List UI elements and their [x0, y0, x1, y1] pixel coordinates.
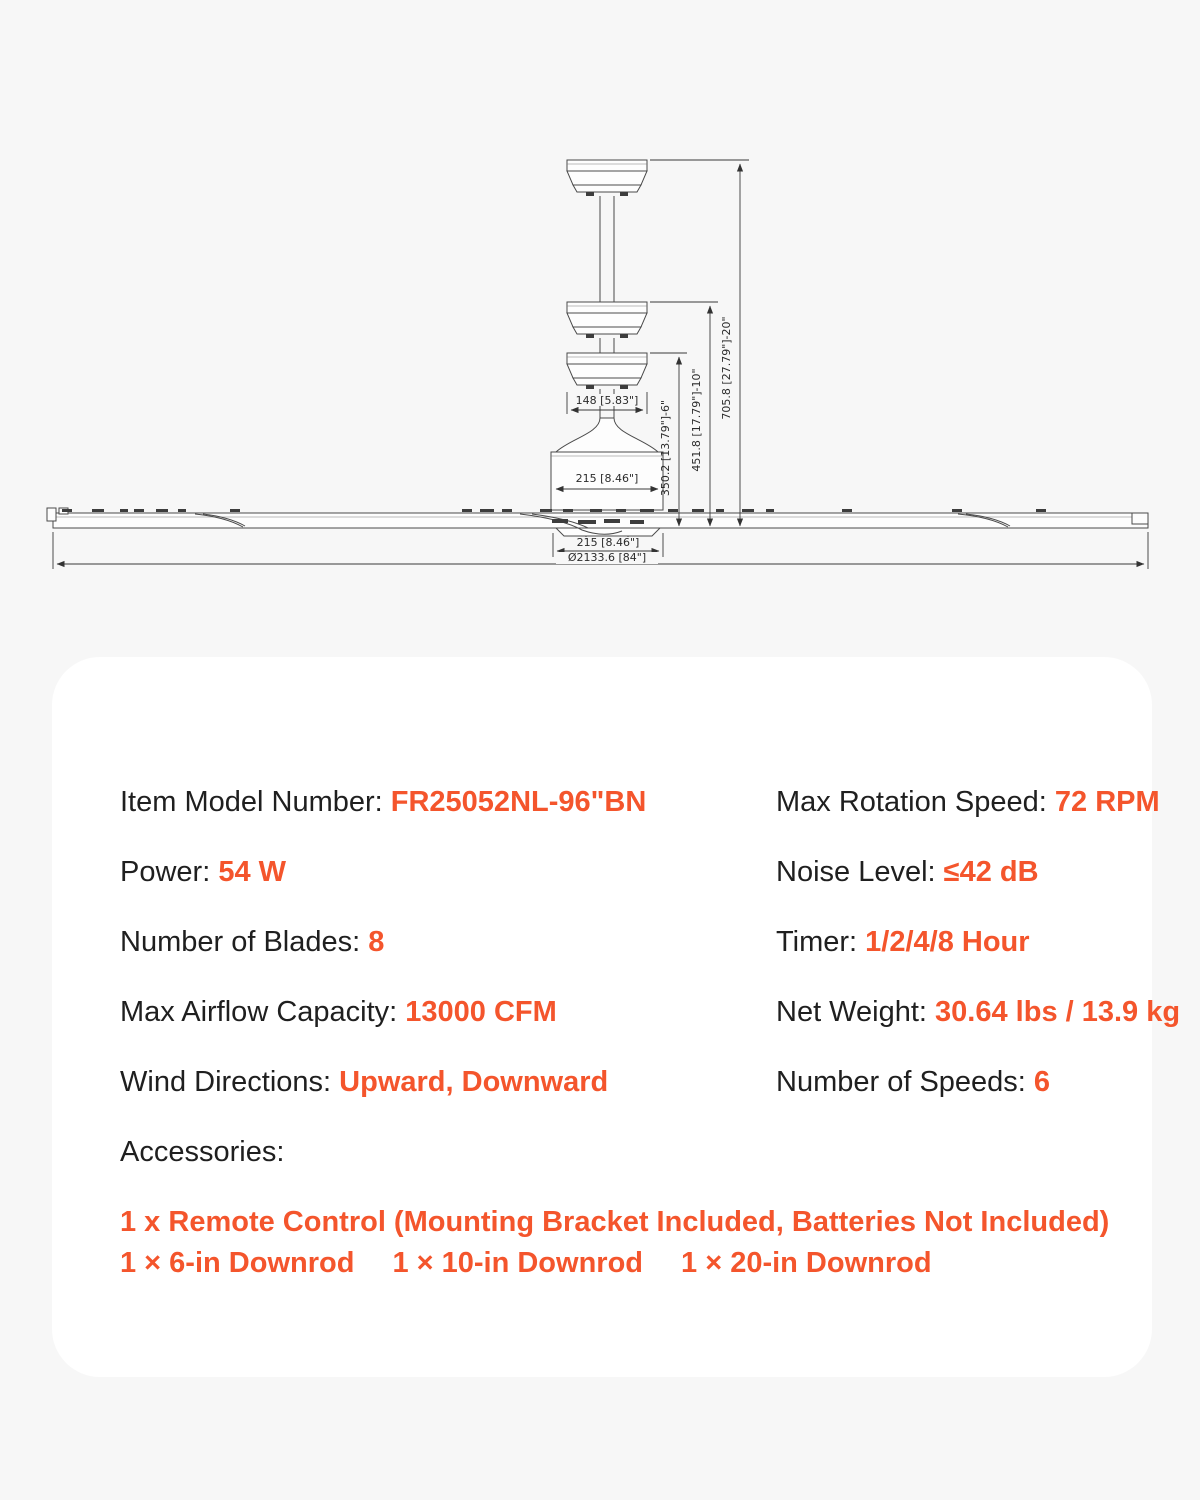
canopy-bottom: [567, 353, 647, 389]
spec-row-3: [120, 878, 1152, 958]
canopy-top: [567, 160, 647, 196]
spec-label: Timer:: [776, 926, 866, 958]
spec-value: Upward, Downward: [339, 1066, 609, 1098]
canopy-middle: [567, 302, 647, 338]
svg-text:451.8 [17.79"]-10": 451.8 [17.79"]-10": [690, 368, 703, 472]
spec-label: Noise Level:: [776, 856, 944, 888]
spec-value: 72 RPM: [1054, 786, 1160, 818]
svg-text:705.8 [27.79"]-20": 705.8 [27.79"]-20": [720, 316, 733, 420]
svg-text:215 [8.46"]: 215 [8.46"]: [575, 472, 639, 485]
spec-label: Max Rotation Speed:: [776, 786, 1055, 818]
accessory-downrod-6in: 1 × 6-in Downrod: [120, 1247, 355, 1279]
svg-text:215 [8.46"]: 215 [8.46"]: [576, 536, 640, 549]
spec-value: ≤42 dB: [943, 856, 1039, 888]
bell-mount: [556, 418, 658, 452]
svg-text:Ø2133.6 [84"]: Ø2133.6 [84"]: [567, 551, 647, 564]
spec-label: Item Model Number:: [120, 786, 391, 818]
accessories-downrods-row: [120, 1228, 1152, 1298]
svg-text:148 [5.83"]: 148 [5.83"]: [575, 394, 639, 407]
fan-dimension-diagram: [0, 0, 1200, 620]
spec-value: 6: [1033, 1066, 1051, 1098]
spec-value: 13000 CFM: [405, 996, 557, 1028]
spec-label: Max Airflow Capacity:: [120, 996, 406, 1028]
spec-value: 8: [368, 926, 385, 958]
spec-label: Number of Blades:: [120, 926, 369, 958]
spec-row-4: [120, 948, 1181, 1028]
spec-value: 54 W: [218, 856, 287, 888]
accessories-heading-row: [120, 1088, 1152, 1168]
accessory-downrod-20in: 1 × 20-in Downrod: [681, 1247, 932, 1279]
spec-label: Net Weight:: [776, 996, 936, 1028]
spec-label: Power:: [120, 856, 219, 888]
accessories-remote-row: [120, 1158, 1152, 1238]
spec-value: FR25052NL-96"BN: [390, 786, 647, 818]
spec-label: Wind Directions:: [120, 1066, 340, 1098]
spec-card: [52, 657, 1181, 1377]
spec-label: Number of Speeds:: [776, 1066, 1034, 1098]
accessories-heading: Accessories:: [120, 1136, 285, 1168]
svg-text:350.2 [13.79"]-6": 350.2 [13.79"]-6": [659, 399, 672, 497]
spec-row-5: [120, 1018, 1152, 1098]
spec-row-2: [120, 808, 1152, 888]
accessory-downrod-10in: 1 × 10-in Downrod: [392, 1247, 644, 1279]
spec-value: 30.64 lbs / 13.9 kg: [935, 996, 1181, 1028]
accessory-remote-control: 1 x Remote Control (Mounting Bracket Included, Batteries Not Included): [120, 1206, 1110, 1238]
dim-canopy-width: [567, 392, 647, 414]
spec-row-1: [120, 738, 1160, 818]
spec-value: 1/2/4/8 Hour: [865, 926, 1030, 958]
